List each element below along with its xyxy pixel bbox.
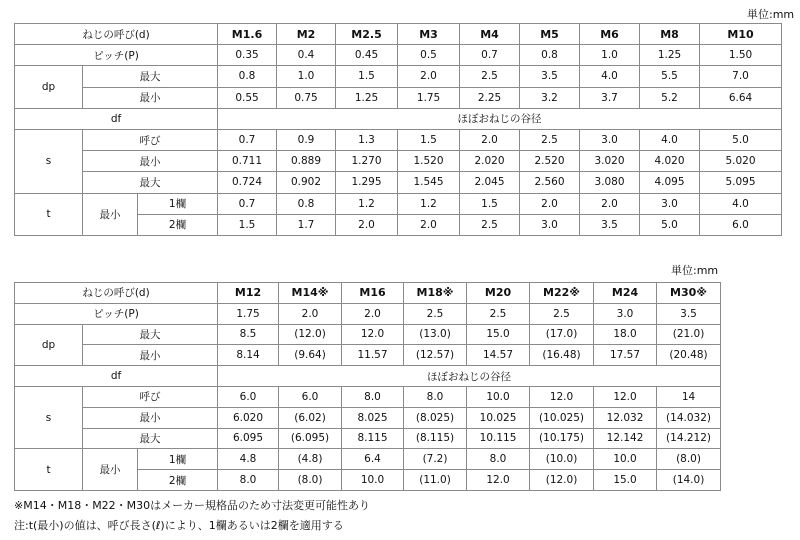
t-min-col2-value: (8.0) xyxy=(279,470,342,491)
t-min-col2-value: 2.0 xyxy=(398,214,460,235)
row-label-pitch: ピッチ(P) xyxy=(15,45,218,66)
dp-max-value: 3.5 xyxy=(520,66,580,87)
s-min-value: 1.520 xyxy=(398,151,460,172)
sub-label-min: 最小 xyxy=(83,193,138,235)
t-min-col1-value: 0.7 xyxy=(218,193,277,214)
s-nominal-value: 0.9 xyxy=(277,129,336,150)
row-label-name: ねじの呼び(d) xyxy=(15,24,218,45)
sub-label-nominal: 呼び xyxy=(83,386,218,407)
sub-label-max: 最大 xyxy=(83,66,218,87)
size-header: M14※ xyxy=(279,283,342,304)
sub-label-min: 最小 xyxy=(83,345,218,366)
pitch-value: 1.75 xyxy=(218,303,279,324)
pitch-value: 3.0 xyxy=(594,303,657,324)
s-min-value: 10.025 xyxy=(467,407,530,428)
t-min-col2-value: 5.0 xyxy=(640,214,700,235)
sub-label-col2: 2欄 xyxy=(138,214,218,235)
s-nominal-value: 6.0 xyxy=(218,386,279,407)
s-max-value: 8.115 xyxy=(342,428,404,449)
row-s-min xyxy=(15,151,782,172)
df-value: ほぼおねじの谷径 xyxy=(218,108,782,129)
row-label-name: ねじの呼び(d) xyxy=(15,283,218,304)
s-max-value: (10.175) xyxy=(530,428,594,449)
s-min-value: (10.025) xyxy=(530,407,594,428)
row-label-t: t xyxy=(15,449,83,491)
sub-label-col1: 1欄 xyxy=(138,193,218,214)
sub-label-max: 最大 xyxy=(83,428,218,449)
sub-label-min: 最小 xyxy=(83,87,218,108)
s-nominal-value: 1.5 xyxy=(398,129,460,150)
dp-max-value: 2.0 xyxy=(398,66,460,87)
pitch-value: 1.50 xyxy=(700,45,782,66)
dp-max-value: (12.0) xyxy=(279,324,342,345)
s-min-value: 12.032 xyxy=(594,407,657,428)
dp-max-value: (17.0) xyxy=(530,324,594,345)
s-nominal-value: 8.0 xyxy=(342,386,404,407)
row-label-pitch: ピッチ(P) xyxy=(15,303,218,324)
row-pitch xyxy=(15,303,721,324)
s-max-value: 10.115 xyxy=(467,428,530,449)
s-max-value: 4.095 xyxy=(640,172,700,193)
t-min-col2-value: 8.0 xyxy=(218,470,279,491)
dp-max-value: 7.0 xyxy=(700,66,782,87)
dp-min-value: 1.75 xyxy=(398,87,460,108)
s-min-value: 6.020 xyxy=(218,407,279,428)
pitch-value: 2.0 xyxy=(342,303,404,324)
s-nominal-value: 2.5 xyxy=(520,129,580,150)
unit-label-top: 単位:mm xyxy=(747,8,795,21)
pitch-value: 2.5 xyxy=(530,303,594,324)
dp-min-value: 17.57 xyxy=(594,345,657,366)
row-dp-max xyxy=(15,324,721,345)
dp-max-value: 5.5 xyxy=(640,66,700,87)
pitch-value: 2.5 xyxy=(404,303,467,324)
s-nominal-value: 3.0 xyxy=(580,129,640,150)
pitch-value: 0.45 xyxy=(336,45,398,66)
row-label-t: t xyxy=(15,193,83,235)
dp-max-value: 0.8 xyxy=(218,66,277,87)
sub-label-min: 最小 xyxy=(83,151,218,172)
s-nominal-value: 10.0 xyxy=(467,386,530,407)
s-nominal-value: 14 xyxy=(657,386,721,407)
t-min-col1-value: 4.8 xyxy=(218,449,279,470)
t-min-col1-value: 10.0 xyxy=(594,449,657,470)
pitch-value: 0.5 xyxy=(398,45,460,66)
s-min-value: 8.025 xyxy=(342,407,404,428)
dp-min-value: 11.57 xyxy=(342,345,404,366)
sub-label-max: 最大 xyxy=(83,324,218,345)
unit-label-bottom: 単位:mm xyxy=(671,264,719,277)
t-min-col1-value: 8.0 xyxy=(467,449,530,470)
t-min-col2-value: (14.0) xyxy=(657,470,721,491)
df-value: ほぼおねじの谷径 xyxy=(218,366,721,387)
row-label-dp: dp xyxy=(15,66,83,108)
s-nominal-value: 0.7 xyxy=(218,129,277,150)
t-min-col2-value: 12.0 xyxy=(467,470,530,491)
size-header: M8 xyxy=(640,24,700,45)
s-min-value: (8.025) xyxy=(404,407,467,428)
dp-max-value: 1.5 xyxy=(336,66,398,87)
row-df xyxy=(15,108,782,129)
dp-min-value: 0.75 xyxy=(277,87,336,108)
spec-table-small-body xyxy=(15,24,782,236)
s-nominal-value: 12.0 xyxy=(594,386,657,407)
s-max-value: 0.902 xyxy=(277,172,336,193)
t-min-col2-value: 1.7 xyxy=(277,214,336,235)
t-min-col2-value: (12.0) xyxy=(530,470,594,491)
size-header: M6 xyxy=(580,24,640,45)
s-min-value: 2.020 xyxy=(460,151,520,172)
dp-max-value: 12.0 xyxy=(342,324,404,345)
row-dp-min xyxy=(15,87,782,108)
row-s-nominal xyxy=(15,129,782,150)
t-min-col1-value: (4.8) xyxy=(279,449,342,470)
note-t-min: 注:t(最小)の値は、呼び長さ(ℓ)により、1欄あるいは2欄を適用する xyxy=(14,519,344,532)
size-header: M12 xyxy=(218,283,279,304)
s-nominal-value: 4.0 xyxy=(640,129,700,150)
dp-min-value: 1.25 xyxy=(336,87,398,108)
pitch-value: 1.25 xyxy=(640,45,700,66)
row-s-min xyxy=(15,407,721,428)
s-max-value: (6.095) xyxy=(279,428,342,449)
row-s-max xyxy=(15,428,721,449)
row-label-s: s xyxy=(15,129,83,193)
sub-label-nominal: 呼び xyxy=(83,129,218,150)
t-min-col1-value: (8.0) xyxy=(657,449,721,470)
dp-max-value: 15.0 xyxy=(467,324,530,345)
sub-label-min: 最小 xyxy=(83,449,138,491)
s-max-value: 3.080 xyxy=(580,172,640,193)
dp-min-value: 5.2 xyxy=(640,87,700,108)
dp-min-value: 3.7 xyxy=(580,87,640,108)
dp-min-value: 14.57 xyxy=(467,345,530,366)
pitch-value: 0.35 xyxy=(218,45,277,66)
note-manufacturer: ※M14・M18・M22・M30はメーカー規格品のため寸法変更可能性あり xyxy=(14,499,370,512)
t-min-col1-value: (7.2) xyxy=(404,449,467,470)
size-header: M16 xyxy=(342,283,404,304)
t-min-col2-value: 3.5 xyxy=(580,214,640,235)
s-min-value: 1.270 xyxy=(336,151,398,172)
s-max-value: 2.560 xyxy=(520,172,580,193)
size-header: M20 xyxy=(467,283,530,304)
t-min-col2-value: 3.0 xyxy=(520,214,580,235)
dp-min-value: 2.25 xyxy=(460,87,520,108)
sub-label-col2: 2欄 xyxy=(138,470,218,491)
s-min-value: 0.711 xyxy=(218,151,277,172)
s-min-value: 4.020 xyxy=(640,151,700,172)
pitch-value: 1.0 xyxy=(580,45,640,66)
size-header: M10 xyxy=(700,24,782,45)
dp-min-value: 8.14 xyxy=(218,345,279,366)
pitch-value: 0.8 xyxy=(520,45,580,66)
t-min-col2-value: 1.5 xyxy=(218,214,277,235)
s-max-value: (8.115) xyxy=(404,428,467,449)
t-min-col1-value: 1.2 xyxy=(398,193,460,214)
size-header: M5 xyxy=(520,24,580,45)
row-dp-min xyxy=(15,345,721,366)
s-max-value: (14.212) xyxy=(657,428,721,449)
dp-min-value: (9.64) xyxy=(279,345,342,366)
t-min-col2-value: 10.0 xyxy=(342,470,404,491)
row-s-max xyxy=(15,172,782,193)
pitch-value: 2.5 xyxy=(467,303,530,324)
sub-label-min: 最小 xyxy=(83,407,218,428)
s-nominal-value: 5.0 xyxy=(700,129,782,150)
dp-min-value: 0.55 xyxy=(218,87,277,108)
s-min-value: 3.020 xyxy=(580,151,640,172)
t-min-col1-value: 3.0 xyxy=(640,193,700,214)
s-max-value: 1.545 xyxy=(398,172,460,193)
s-max-value: 2.045 xyxy=(460,172,520,193)
s-nominal-value: 12.0 xyxy=(530,386,594,407)
size-header: M30※ xyxy=(657,283,721,304)
row-pitch xyxy=(15,45,782,66)
s-max-value: 6.095 xyxy=(218,428,279,449)
size-header: M18※ xyxy=(404,283,467,304)
dp-min-value: 6.64 xyxy=(700,87,782,108)
t-min-col2-value: 15.0 xyxy=(594,470,657,491)
spec-table-large xyxy=(14,282,721,491)
row-size xyxy=(15,283,721,304)
pitch-value: 0.4 xyxy=(277,45,336,66)
spec-table-large-body xyxy=(15,283,721,491)
dp-max-value: 1.0 xyxy=(277,66,336,87)
t-min-col1-value: 1.2 xyxy=(336,193,398,214)
dp-max-value: 18.0 xyxy=(594,324,657,345)
sub-label-col1: 1欄 xyxy=(138,449,218,470)
t-min-col2-value: 2.0 xyxy=(336,214,398,235)
dp-max-value: 8.5 xyxy=(218,324,279,345)
t-min-col1-value: 2.0 xyxy=(520,193,580,214)
dp-min-value: (16.48) xyxy=(530,345,594,366)
row-size xyxy=(15,24,782,45)
t-min-col1-value: 6.4 xyxy=(342,449,404,470)
s-min-value: 2.520 xyxy=(520,151,580,172)
row-df xyxy=(15,366,721,387)
row-label-dp: dp xyxy=(15,324,83,366)
s-min-value: 0.889 xyxy=(277,151,336,172)
row-s-nominal xyxy=(15,386,721,407)
t-min-col2-value: (11.0) xyxy=(404,470,467,491)
s-nominal-value: 2.0 xyxy=(460,129,520,150)
s-max-value: 1.295 xyxy=(336,172,398,193)
dp-min-value: (12.57) xyxy=(404,345,467,366)
row-label-s: s xyxy=(15,386,83,448)
sub-label-max: 最大 xyxy=(83,172,218,193)
s-max-value: 12.142 xyxy=(594,428,657,449)
s-min-value: 5.020 xyxy=(700,151,782,172)
row-t-col1 xyxy=(15,449,721,470)
spec-table-small xyxy=(14,23,782,236)
size-header: M4 xyxy=(460,24,520,45)
dp-min-value: (20.48) xyxy=(657,345,721,366)
size-header: M22※ xyxy=(530,283,594,304)
s-max-value: 0.724 xyxy=(218,172,277,193)
t-min-col1-value: 4.0 xyxy=(700,193,782,214)
s-nominal-value: 6.0 xyxy=(279,386,342,407)
dp-max-value: 4.0 xyxy=(580,66,640,87)
t-min-col1-value: 0.8 xyxy=(277,193,336,214)
s-min-value: (6.02) xyxy=(279,407,342,428)
t-min-col2-value: 2.5 xyxy=(460,214,520,235)
s-nominal-value: 1.3 xyxy=(336,129,398,150)
row-label-df: df xyxy=(15,366,218,387)
row-t-col1 xyxy=(15,193,782,214)
dp-max-value: (13.0) xyxy=(404,324,467,345)
size-header: M1.6 xyxy=(218,24,277,45)
dp-max-value: 2.5 xyxy=(460,66,520,87)
row-label-df: df xyxy=(15,108,218,129)
size-header: M2.5 xyxy=(336,24,398,45)
s-nominal-value: 8.0 xyxy=(404,386,467,407)
row-dp-max xyxy=(15,66,782,87)
size-header: M3 xyxy=(398,24,460,45)
t-min-col1-value: 2.0 xyxy=(580,193,640,214)
t-min-col1-value: (10.0) xyxy=(530,449,594,470)
s-max-value: 5.095 xyxy=(700,172,782,193)
t-min-col1-value: 1.5 xyxy=(460,193,520,214)
s-min-value: (14.032) xyxy=(657,407,721,428)
t-min-col2-value: 6.0 xyxy=(700,214,782,235)
dp-max-value: (21.0) xyxy=(657,324,721,345)
size-header: M24 xyxy=(594,283,657,304)
dp-min-value: 3.2 xyxy=(520,87,580,108)
pitch-value: 0.7 xyxy=(460,45,520,66)
pitch-value: 3.5 xyxy=(657,303,721,324)
size-header: M2 xyxy=(277,24,336,45)
pitch-value: 2.0 xyxy=(279,303,342,324)
